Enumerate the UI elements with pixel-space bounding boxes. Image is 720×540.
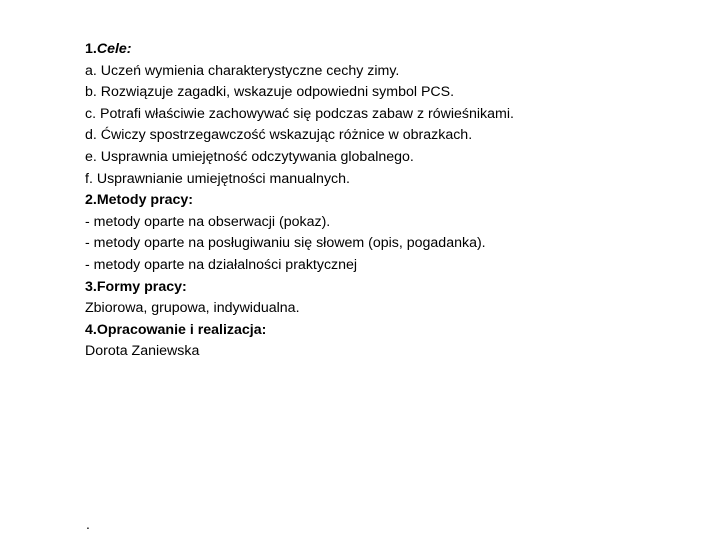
method-item: - metody oparte na obserwacji (pokaz). — [85, 213, 331, 230]
goal-item: e. Usprawnia umiejętność odczytywania globalnego. — [85, 148, 414, 165]
footer-mark: . — [86, 516, 90, 532]
goal-item: a. Uczeń wymienia charakterystyczne cechy zimy. — [85, 62, 400, 79]
section-heading-forms: 3.Formy pracy: — [85, 278, 187, 295]
section-title: Cele: — [96, 41, 132, 57]
goal-item: d. Ćwiczy spostrzegawczość wskazując różnice w obrazkach. — [85, 127, 473, 144]
section-heading-methods: 2.Metody pracy: — [85, 192, 194, 209]
section-number: 1. — [85, 41, 97, 57]
lesson-plan-text — [85, 39, 555, 363]
method-item: - metody oparte na działalności praktycznej — [85, 256, 358, 273]
goal-item: f. Usprawnianie umiejętności manualnych. — [85, 170, 350, 187]
section-heading-author: 4.Opracowanie i realizacja: — [85, 321, 267, 338]
section-heading-goals — [85, 39, 555, 61]
goal-item: c. Potrafi właściwie zachowywać się podczas zabaw z rówieśnikami. — [85, 105, 514, 122]
method-item: - metody oparte na posługiwaniu się słowem (opis, pogadanka). — [85, 235, 486, 252]
forms-text: Zbiorowa, grupowa, indywidualna. — [85, 300, 300, 317]
goal-item: b. Rozwiązuje zagadki, wskazuje odpowiedni symbol PCS. — [85, 84, 455, 101]
author-name: Dorota Zaniewska — [85, 343, 200, 360]
